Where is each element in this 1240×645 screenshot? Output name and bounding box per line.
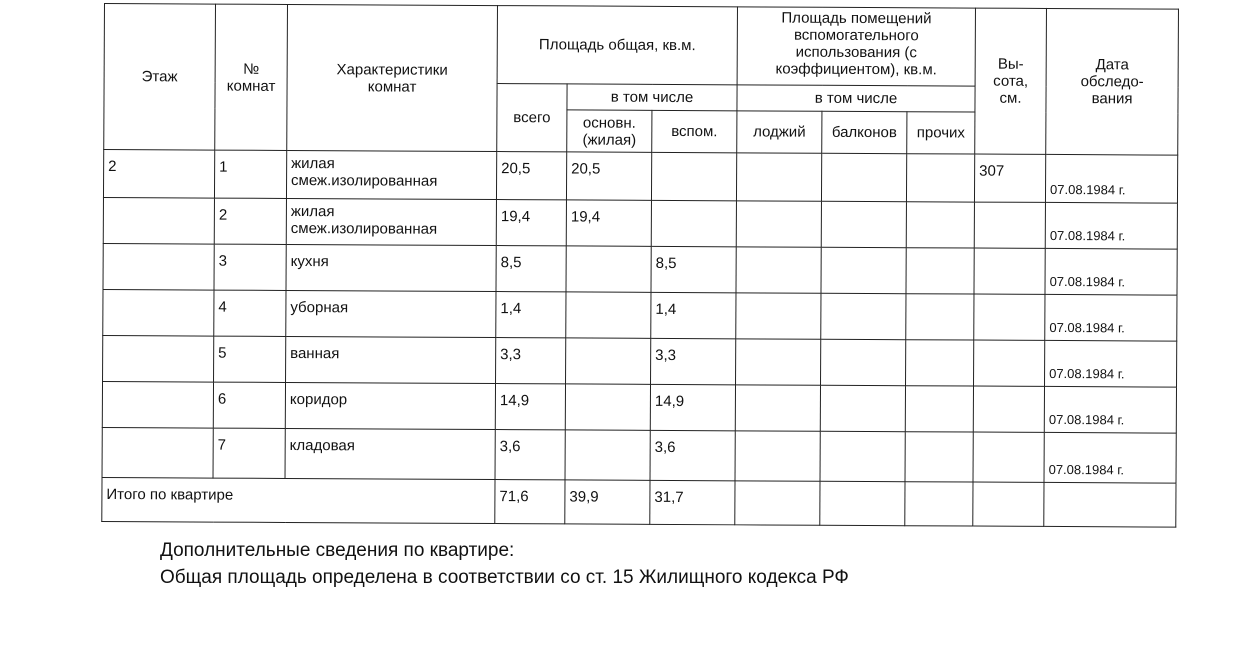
header-characteristics: Характеристики комнат bbox=[287, 4, 498, 151]
cell-room-number: 2 bbox=[214, 198, 286, 244]
cell-room-number: 7 bbox=[213, 428, 285, 478]
cell-date: 07.08.1984 г. bbox=[1044, 432, 1176, 483]
cell-total: 3,6 bbox=[495, 430, 565, 480]
cell-balconies bbox=[821, 201, 906, 247]
cell-room-number: 1 bbox=[214, 150, 286, 198]
cell-loggias bbox=[735, 385, 820, 431]
cell-date: 07.08.1984 г. bbox=[1045, 202, 1177, 249]
cell-floor bbox=[102, 381, 213, 428]
cell-room-name: жилая смеж.изолированная bbox=[286, 198, 496, 245]
cell-floor bbox=[103, 289, 214, 336]
cell-aux: 1,4 bbox=[651, 292, 736, 338]
cell-balconies bbox=[821, 247, 906, 293]
cell-aux bbox=[651, 200, 736, 246]
cell-loggias bbox=[735, 431, 820, 481]
cell-balconies bbox=[822, 153, 907, 201]
header-loggias: лоджий bbox=[737, 111, 822, 153]
totals-total: 71,6 bbox=[495, 480, 565, 524]
cell-other bbox=[905, 432, 973, 482]
totals-row bbox=[102, 477, 1176, 527]
totals-balconies bbox=[820, 481, 905, 525]
cell-other bbox=[905, 386, 973, 432]
cell-total: 8,5 bbox=[496, 246, 566, 292]
header-main-living: основн. (жилая) bbox=[567, 110, 652, 152]
cell-loggias bbox=[736, 247, 821, 293]
header-aux-area: Площадь помещений вспомогательного использования (с коэффициентом), кв.м. bbox=[737, 7, 975, 86]
totals-date bbox=[1044, 482, 1176, 527]
cell-total: 1,4 bbox=[496, 292, 566, 338]
header-including-1: в том числе bbox=[567, 84, 737, 111]
cell-floor bbox=[103, 197, 214, 244]
header-total-all: всего bbox=[497, 84, 567, 152]
cell-other bbox=[906, 294, 974, 340]
cell-aux: 3,6 bbox=[650, 430, 735, 480]
cell-height bbox=[974, 248, 1045, 294]
cell-aux: 14,9 bbox=[650, 384, 735, 430]
cell-height bbox=[974, 340, 1045, 386]
cell-height: 307 bbox=[975, 154, 1046, 202]
cell-aux bbox=[651, 152, 736, 200]
cell-loggias bbox=[736, 293, 821, 339]
header-room-number: № комнат bbox=[215, 4, 288, 150]
totals-label: Итого по квартире bbox=[102, 477, 495, 523]
cell-loggias bbox=[737, 153, 822, 201]
cell-balconies bbox=[821, 293, 906, 339]
cell-date: 07.08.1984 г. bbox=[1045, 294, 1177, 341]
cell-balconies bbox=[820, 385, 905, 431]
header-floor: Этаж bbox=[104, 4, 216, 151]
cell-balconies bbox=[820, 431, 905, 481]
cell-room-name: уборная bbox=[286, 290, 496, 337]
cell-main: 19,4 bbox=[566, 200, 651, 246]
cell-other bbox=[906, 248, 974, 294]
totals-aux: 31,7 bbox=[650, 480, 735, 524]
cell-total: 3,3 bbox=[496, 338, 566, 384]
cell-main bbox=[566, 292, 651, 338]
cell-balconies bbox=[821, 339, 906, 385]
table-row bbox=[103, 335, 1177, 387]
cell-other bbox=[907, 154, 975, 202]
cell-aux: 8,5 bbox=[651, 246, 736, 292]
cell-loggias bbox=[736, 339, 821, 385]
cell-date: 07.08.1984 г. bbox=[1046, 154, 1178, 203]
totals-height bbox=[973, 482, 1044, 526]
cell-other bbox=[906, 202, 974, 248]
cell-room-number: 6 bbox=[213, 382, 285, 428]
cell-aux: 3,3 bbox=[651, 338, 736, 384]
cell-height bbox=[973, 386, 1044, 432]
header-inspection-date: Дата обследо- вания bbox=[1046, 8, 1179, 155]
cell-date: 07.08.1984 г. bbox=[1044, 386, 1176, 433]
cell-total: 14,9 bbox=[495, 384, 565, 430]
cell-height bbox=[974, 202, 1045, 248]
table-row bbox=[102, 427, 1176, 483]
additional-info-text: Общая площадь определена в соответствии со ст. 15 Жилищного кодекса РФ bbox=[160, 567, 849, 588]
cell-date: 07.08.1984 г. bbox=[1045, 248, 1177, 295]
cell-main bbox=[565, 430, 650, 480]
header-including-2: в том числе bbox=[737, 85, 975, 112]
cell-room-name: коридор bbox=[285, 382, 495, 429]
room-area-table bbox=[101, 3, 1179, 528]
cell-room-name: кухня bbox=[286, 244, 496, 291]
cell-room-number: 4 bbox=[214, 290, 286, 336]
header-auxiliary: вспом. bbox=[652, 110, 737, 152]
cell-floor bbox=[103, 243, 214, 290]
cell-room-number: 5 bbox=[214, 336, 286, 382]
cell-floor bbox=[103, 335, 214, 382]
header-height: Вы- сота, см. bbox=[975, 8, 1047, 154]
totals-other bbox=[905, 482, 973, 526]
cell-main bbox=[566, 246, 651, 292]
cell-main: 20,5 bbox=[566, 152, 651, 200]
cell-room-name: жилая смеж.изолированная bbox=[286, 150, 496, 199]
totals-loggias bbox=[735, 481, 820, 525]
cell-floor bbox=[102, 427, 213, 478]
cell-main bbox=[566, 338, 651, 384]
cell-other bbox=[906, 340, 974, 386]
header-other: прочих bbox=[907, 112, 975, 154]
cell-main bbox=[565, 384, 650, 430]
header-total-area: Площадь общая, кв.м. bbox=[497, 6, 737, 85]
table-row bbox=[103, 243, 1177, 295]
cell-height bbox=[974, 294, 1045, 340]
cell-total: 20,5 bbox=[496, 152, 566, 200]
cell-room-number: 3 bbox=[214, 244, 286, 290]
table-row bbox=[103, 289, 1177, 341]
totals-main: 39,9 bbox=[565, 480, 650, 524]
table-row bbox=[103, 150, 1177, 204]
cell-date: 07.08.1984 г. bbox=[1045, 340, 1177, 387]
cell-total: 19,4 bbox=[496, 200, 566, 246]
cell-loggias bbox=[736, 201, 821, 247]
header-balconies: балконов bbox=[822, 111, 907, 153]
table-row bbox=[102, 381, 1176, 433]
additional-info-heading: Дополнительные сведения по квартире: bbox=[160, 540, 515, 561]
cell-height bbox=[973, 432, 1044, 482]
cell-room-name: кладовая bbox=[285, 428, 495, 479]
cell-floor: 2 bbox=[103, 150, 214, 199]
cell-room-name: ванная bbox=[286, 336, 496, 383]
table-row bbox=[103, 197, 1177, 249]
